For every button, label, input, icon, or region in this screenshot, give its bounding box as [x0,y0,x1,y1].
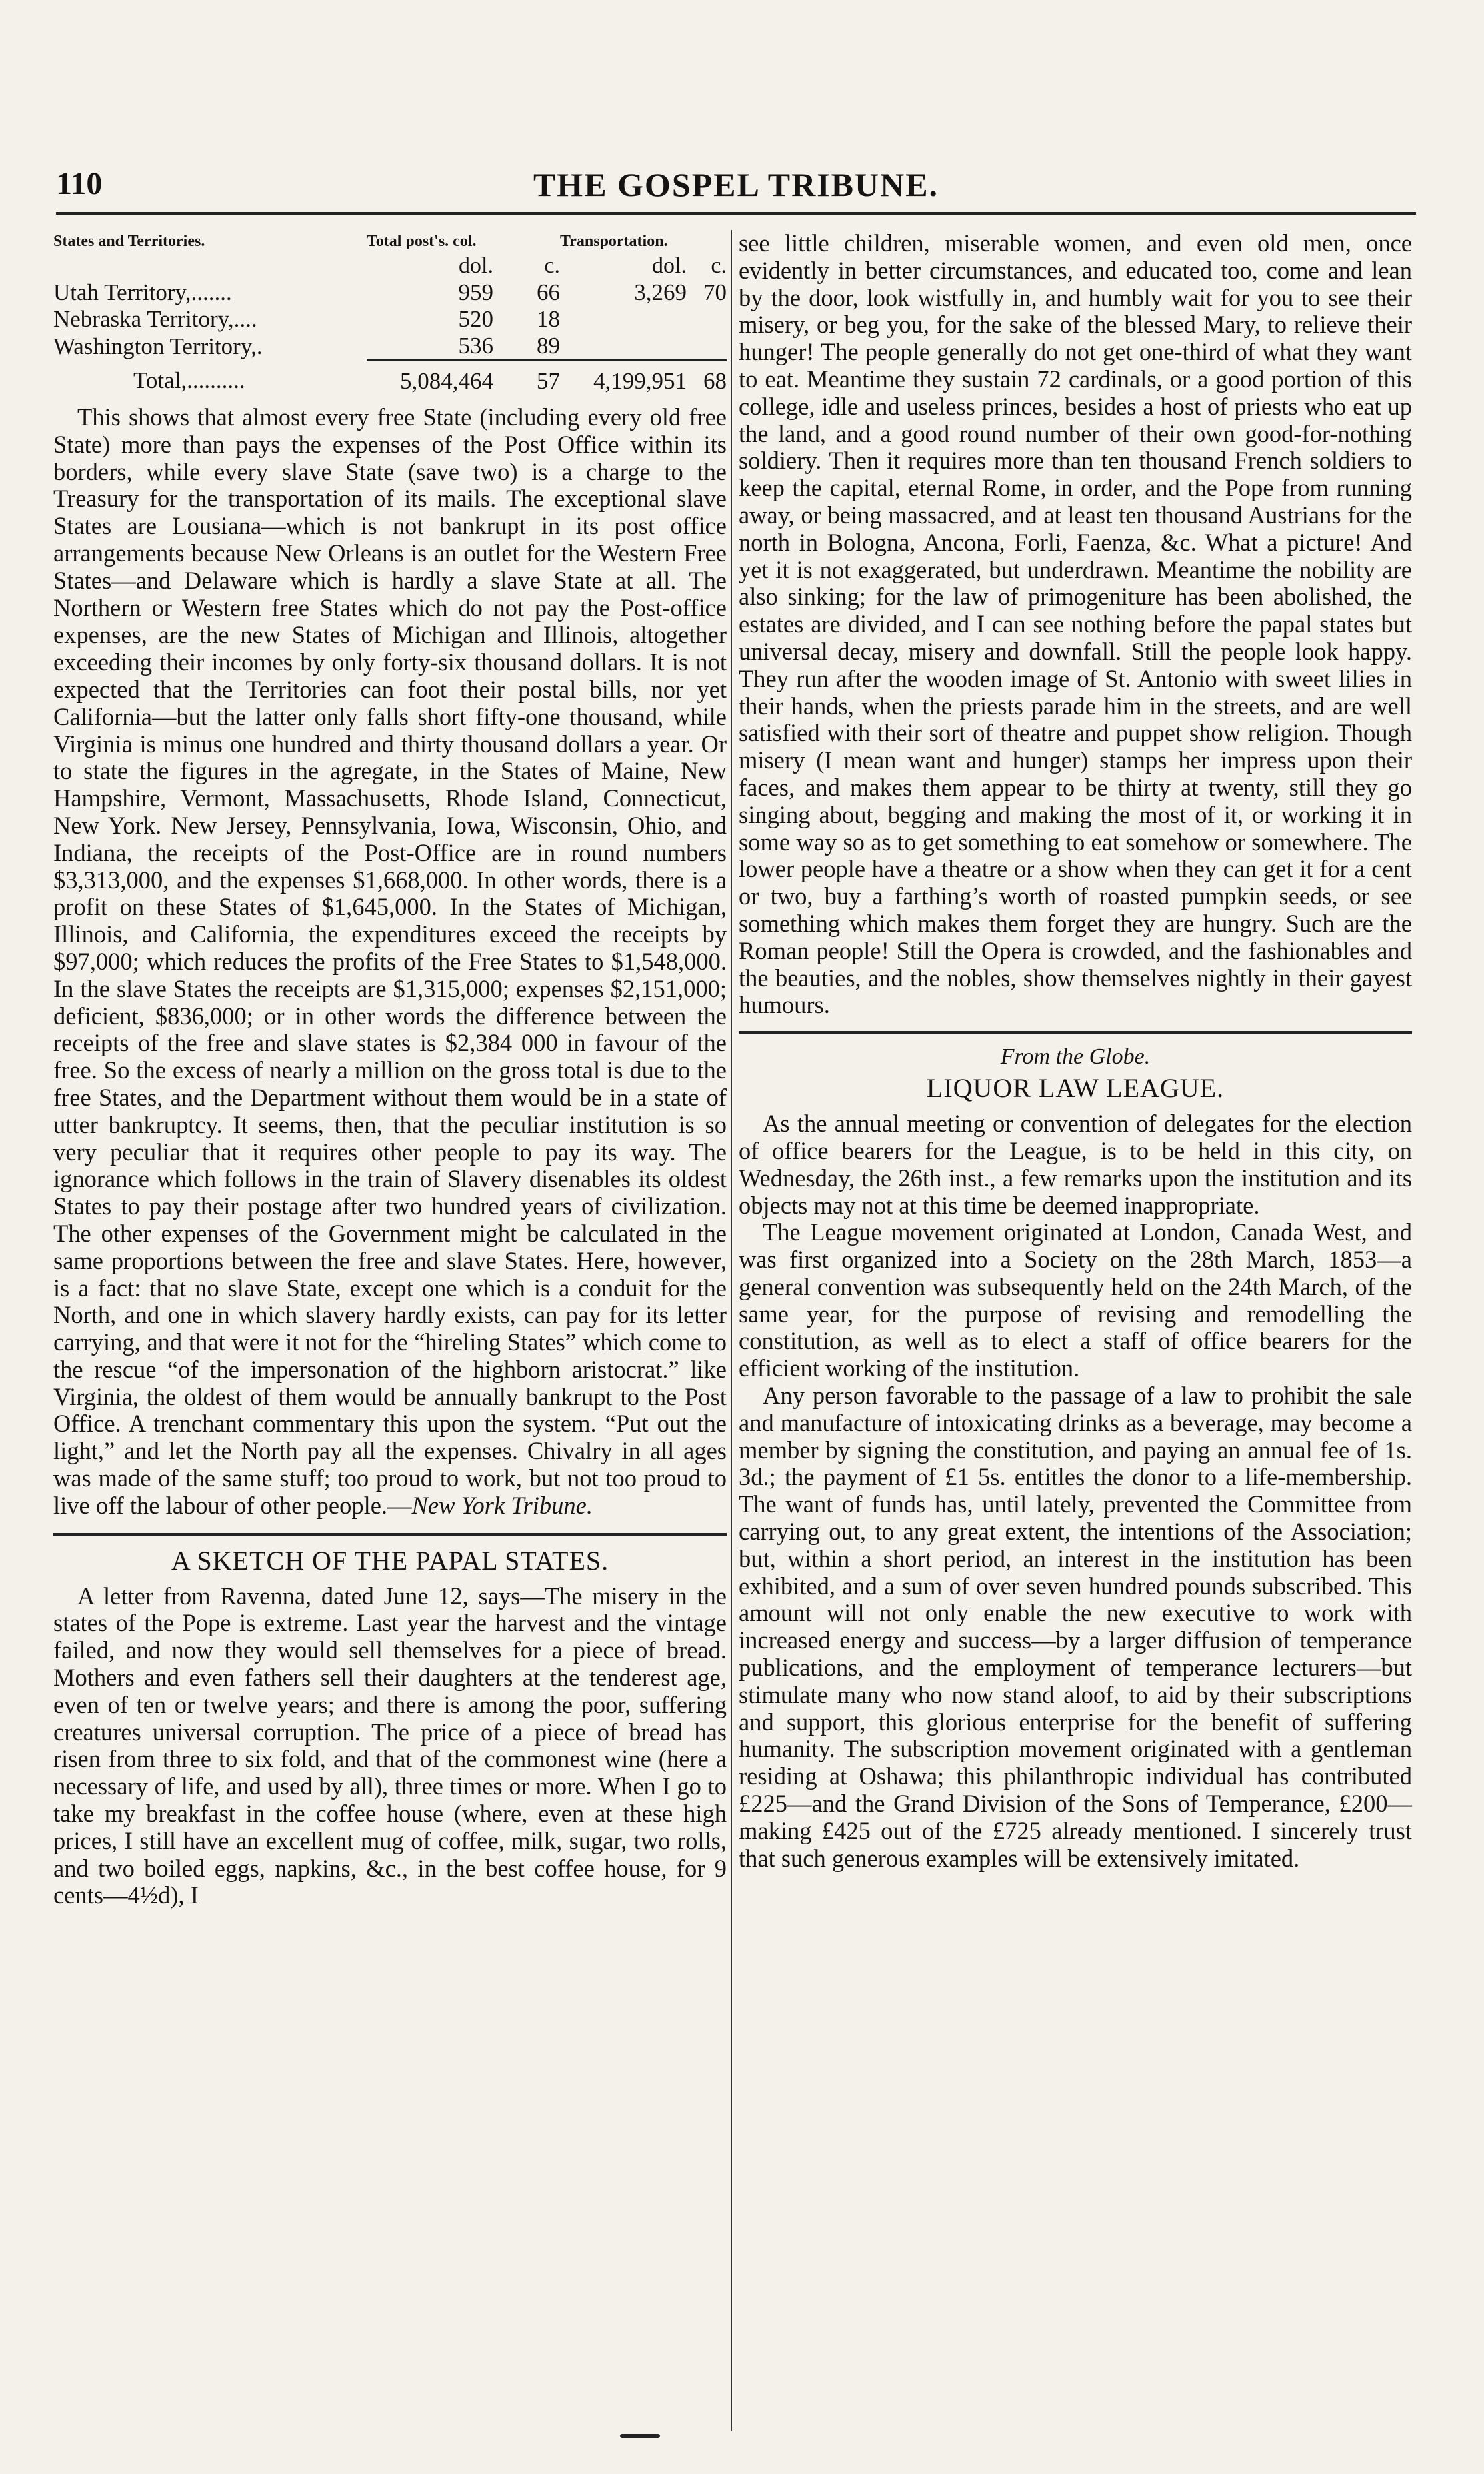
page-header [56,165,1416,215]
posts-dollars: 959 [458,279,493,305]
table-row [53,333,727,361]
article-paragraph: The League movement originated at London, Canada West, and was first organized into a Society on the 28th March, 1853—a general convention was subsequently held on the 24th March, of the same year, for the purpose of revising and remodelling the constitution, as well as to elect a staff of office bearers for the efficient working of the institution. [739,1218,1412,1382]
postal-revenue-table [53,230,727,395]
posts-cents: 66 [537,279,560,305]
transport-dollars [560,333,687,361]
transport-dollars [560,306,687,333]
transport-cents [687,306,727,333]
unit-dol: dol. [459,253,493,278]
publication-title: THE GOSPEL TRIBUNE. [533,166,939,203]
posts-cents: 89 [537,333,560,359]
unit-c: c. [544,253,560,278]
total-transport-dollars: 4,199,951 [560,361,687,395]
transportation-header: Transportation. [560,232,668,250]
total-posts-header: Total post's. col. [367,232,477,250]
article-source: New York Tribune. [411,1491,593,1519]
transport-dollars: 3,269 [634,279,687,305]
total-posts-dollars: 5,084,464 [367,361,493,395]
table-row [53,306,727,333]
unit-c: c. [711,253,727,278]
article-paragraph: see little children, miserable women, and even old men, once evidently in better circumstances, and educated too, come and lean by the door, look wistfully in, and humbly wait for you to see their misery, or beg you, for the sake of the blessed Mary, to relieve their hunger! The people generally do not get one-third of what they want to eat. Meantime they sustain 72 cardinals, or a good portion of this college, idle and useless princes, besides a host of priests who eat up the land, and a good round number of their own good-for-nothing soldiery. Then it requires more than ten thousand French soldiers to keep the capital, eternal Rome, in order, and the Pope from running away, or being massacred, and at least ten thousand Austrians for the north in Bologna, Ancona, Forli, Faenza, &c. What a picture! And yet it is not exaggerated, but underdrawn. Meantime the nobility are also sinking; for the law of primogeniture has been abolished, the estates are divided, and I can see nothing before the papal states but universal decay, misery and downfall. Still the people look happy. They run after the wooden image of St. Antonio with sweet lilies in their hands, when the priests parade him in the streets, and are well satisfied with their sort of theatre and puppet show religion. Though misery (I mean want and hunger) stamps her impress upon their faces, and makes them appear to be thirty at twenty, still they go singing about, begging and making the most of it, or working it in some way so as to get something to eat somehow or somewhere. The lower people have a theatre or a show when they can get it for a cent or two, buy a farthing’s worth of roasted pumpkin seeds, or see something which makes them forget they are hungry. Such are the Roman people! Still the Opera is crowded, and the fashionables and the beauties, and the nobles, show themselves nightly in their gayest humours. [739,229,1412,1019]
posts-dollars: 536 [458,333,493,359]
posts-cents: 18 [537,306,560,332]
article-title: A SKETCH OF THE PAPAL STATES. [171,1545,609,1576]
table-row [53,279,727,306]
units-row [53,253,727,279]
article-paragraph [53,404,727,1520]
article-source: From the Globe. [1000,1044,1151,1070]
column-divider [731,230,732,2431]
article-paragraph: A letter from Ravenna, dated June 12, says—The misery in the states of the Pope is extreme. Last year the harvest and the vintage failed, and now they would sell themselves for a piece of bread. Mothers and even fathers sell their daughters at the tenderest age, even of ten or twelve years; and there is among the poor, suffering creatures universal corruption. The price of a piece of bread has risen from three to six fold, and that of the commonest wine (here a necessary of life, and used by all), three times or more. When I go to take my breakfast in the coffee house (where, even at these high prices, I still have an excellent mug of coffee, milk, sugar, two rolls, and two boiled eggs, napkins, &c., in the best coffee house, for 9 cents—4½d), I [53,1582,727,1909]
right-column [739,230,1412,1872]
section-rule [53,1533,727,1536]
total-posts-cents: 57 [493,361,560,395]
posts-dollars: 520 [458,306,493,332]
article-paragraph: Any person favorable to the passage of a law to prohibit the sale and manufacture of intoxicating drinks as a beverage, may become a member by signing the constitution, and paying an annual fee of 1s. 3d.; the payment of £1 5s. entitles the donor to a life-membership. The want of funds has, until lately, prevented the Committee from carrying out, to any great extent, the intentions of the Association; but, within a short period, an interest in the institution has been exhibited, and a sum of over seven hundred pounds subscribed. This amount will not only enable the new executive to work with increased energy and success—by a larger diffusion of temperance publications, and the employment of temperance lecturers—but stimulate many who now stand aloof, to aid by their subscriptions and support, this glorious enterprise for the benefit of suffering humanity. The subscription movement originated with a gentleman residing at Oshawa; this philanthropic individual has contributed £225—and the Grand Division of the Sons of Temperance, £200—making £425 out of the £725 already mentioned. I sincerely trust that such generous examples will be extensively imitated. [739,1382,1412,1872]
page-number: 110 [56,166,103,201]
total-label: Total,.......... [133,367,245,394]
article-paragraph: As the annual meeting or convention of delegates for the election of office bearers for the League, is to be held in this city, on Wednesday, the 26th inst., a few remarks upon the institution and its objects may not at this time be deemed inappropriate. [739,1110,1412,1219]
section-rule [739,1031,1412,1034]
transport-cents [687,333,727,361]
table-total-row [53,361,727,395]
page-end-mark [620,2434,660,2438]
article-title: LIQUOR LAW LEAGUE. [926,1073,1225,1104]
states-header: States and Territories. [53,232,205,250]
territory-name: Washington Territory,. [53,333,263,359]
table-header-row [53,230,727,253]
territory-name: Nebraska Territory,.... [53,306,257,332]
article-text: This shows that almost every free State (including every old free State) more than pays the expenses of the Post Office within its borders, while every slave State (save two) is a charge to the Treasury for the transportation of its mails. The exceptional slave States are Lousiana—which is not bankrupt in its post office arrangements because New Orleans is an outlet for the Western Free States—and Delaware which is hardly a slave State at all. The Northern or Western free States which do not pay the Post-office expenses, are the new States of Michigan and Illinois, altogether exceeding their incomes by only forty-six thousand dollars. It is not expected that the Territories can foot their postal bills, nor yet California—but the latter only falls short fifty-one thousand, while Virginia is minus one hundred and thirty thousand dollars a year. Or to state the figures in the agregate, in the States of Maine, New Hampshire, Vermont, Massachusetts, Rhode Island, Connecticut, New York. New Jersey, Pennsylvania, Iowa, Wisconsin, Ohio, and Indiana, the receipts of the Post-Office are in round numbers $3,313,000, and the expenses $1,668,000. In other words, there is a profit on these States of $1,645,000. In the States of Michigan, Illinois, and California, the expenditures exceed the receipts by $97,000; which reduces the profits of the Free States to $1,548,000. In the slave States the receipts are $1,315,000; expenses $2,151,000; deficient, $836,000; or in other words the difference between the receipts of the free and slave states is $2,384 000 in favour of the free. So the excess of nearly a million on the gross total is due to the free States, and the Department without them would be in a state of utter bankruptcy. It seems, then, that the peculiar institution is so very peculiar that it requires other people to pay its way. The ignorance which follows in the train of Slavery disenables its oldest States to pay their postage after two hundred years of civilization. The other expenses of the Government might be calculated in the same proportions between the free and slave States. Here, however, is a fact: that no slave State, except one which is a conduit for the North, and one in which slavery hardly exists, can pay for its letter carrying, and that were it not for the “hireling States” which come to the rescue “of the impersonation of the highborn aristocrat.” like Virginia, the oldest of them would be annually bankrupt to the Post Office. A trenchant commentary this upon the system. “Put out the light,” and let the North pay all the expenses. Chivalry in all ages was made of the same stuff; too proud to work, but not too proud to live off the labour of other people.— [53,403,727,1519]
territory-name: Utah Territory,....... [53,279,232,305]
total-transport-cents: 68 [687,361,727,395]
left-column [53,230,727,1909]
unit-dol: dol. [652,253,687,278]
transport-cents: 70 [703,279,727,305]
